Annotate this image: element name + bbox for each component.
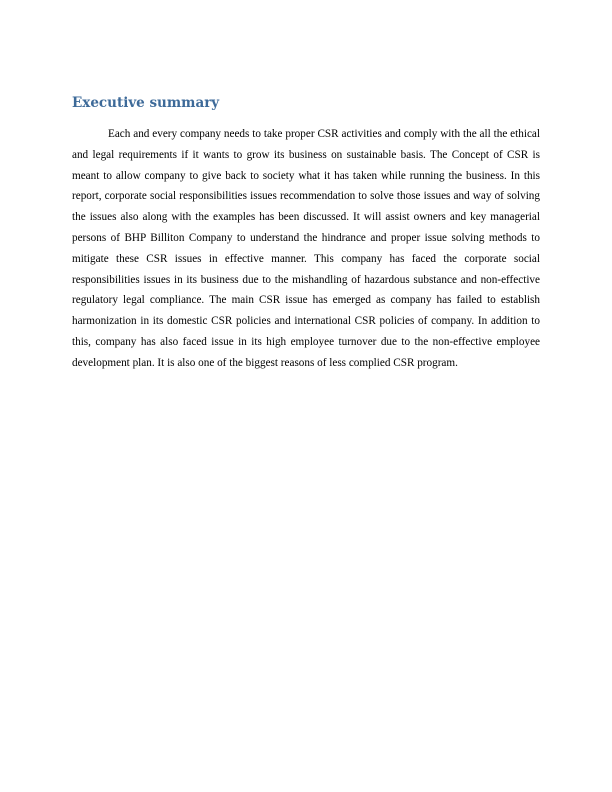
section-heading: Executive summary bbox=[72, 95, 220, 111]
summary-paragraph: Each and every company needs to take proper CSR activities and comply with the all the ethical and legal requirements if it wants to grow its business on sustainable basis. The Concept of CSR is meant to allow company to give back to society what it has taken while running the business. In this report, corporate social responsibilities issues recommendation to solve those issues and way of solving the issues also along with the examples has been discussed. It will assist owners and key managerial persons of BHP Billiton Company to understand the hindrance and proper issue solving methods to mitigate these CSR issues in effective manner. This company has faced the corporate social responsibilities issues in its business due to the mishandling of hazardous substance and non-effective regulatory legal compliance. The main CSR issue has emerged as company has failed to establish harmonization in its domestic CSR policies and international CSR policies of company. In addition to this, company has also faced issue in its high employee turnover due to the non-effective employee development plan. It is also one of the biggest reasons of less complied CSR program. bbox=[72, 128, 540, 369]
